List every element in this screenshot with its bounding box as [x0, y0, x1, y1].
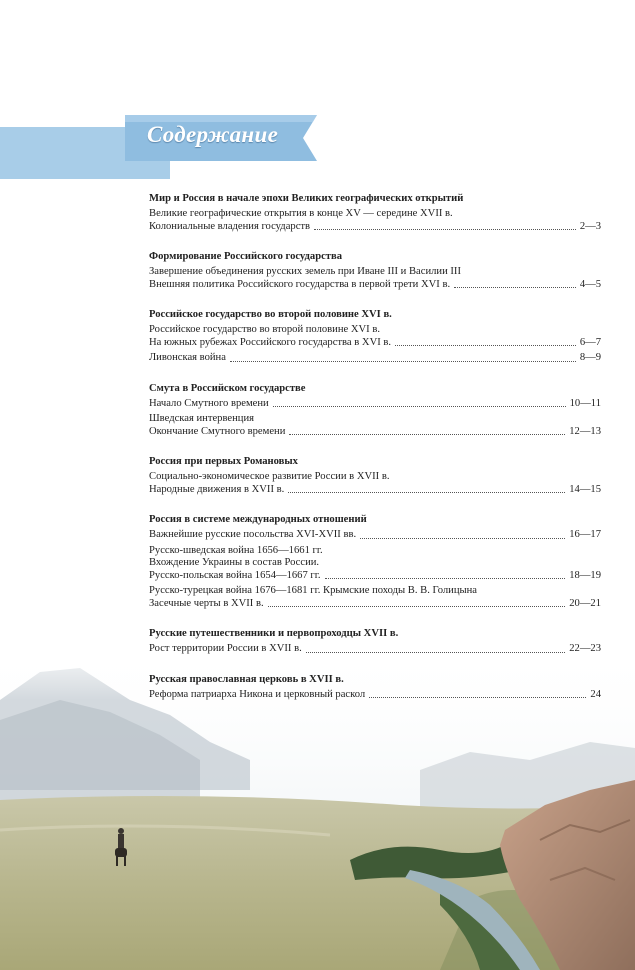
entry-label: Великие географические открытия в конце XV — середине XVII в.	[149, 208, 453, 219]
dot-leader	[395, 345, 576, 346]
page-numbers: 18—19	[569, 569, 601, 581]
header-banner	[121, 113, 321, 163]
entry-label: Колониальные владения государств	[149, 220, 311, 232]
toc-entry	[149, 643, 601, 656]
entry-label: Засечные черты в XVII в.	[149, 597, 264, 609]
toc-entry	[149, 426, 601, 439]
toc-section	[149, 513, 601, 610]
toc-section	[149, 250, 601, 291]
dot-leader	[288, 492, 565, 493]
dot-leader	[325, 578, 566, 579]
toc-section	[149, 192, 601, 233]
toc-entry	[149, 221, 601, 234]
entry-label: Народные движения в XVII в.	[149, 483, 285, 495]
page-numbers: 16—17	[569, 529, 601, 540]
page-numbers: 4—5	[579, 278, 601, 290]
section-title: Смута в Российском государстве	[149, 382, 306, 394]
dot-leader	[273, 406, 566, 407]
entry-label: Российское государство во второй половине XVI в.	[149, 324, 380, 335]
toc-entry	[149, 484, 601, 497]
entry-label: Рост территории России в XVII в.	[149, 643, 302, 654]
toc-entry	[149, 208, 601, 221]
dot-leader	[306, 652, 565, 653]
toc-entry	[149, 337, 601, 350]
entry-label: Русско-польская война 1654—1667 гг.	[149, 569, 321, 581]
page-numbers: 22—23	[569, 643, 601, 654]
entry-label: Реформа патриарха Никона и церковный раскол	[149, 688, 366, 700]
toc-entry	[149, 266, 601, 279]
toc-entry	[149, 471, 601, 484]
toc-section	[149, 627, 601, 656]
section-title: Русские путешественники и первопроходцы XVII в.	[149, 628, 399, 639]
dot-leader	[230, 361, 576, 362]
page-numbers: 24	[590, 688, 601, 700]
section-title: Россия при первых Романовых	[149, 456, 298, 467]
entry-label: Начало Смутного времени	[149, 397, 269, 409]
toc-entry	[149, 689, 601, 702]
dot-leader	[369, 697, 586, 698]
entry-label: Окончание Смутного времени	[149, 425, 286, 437]
entry-label: Завершение объединения русских земель при Иване III и Василии III	[149, 266, 461, 277]
section-title: Русская православная церковь в XVII в.	[149, 673, 344, 685]
entry-label: Шведская интервенция	[149, 413, 254, 424]
toc-entry	[149, 585, 601, 598]
toc-entry	[149, 352, 601, 365]
page-numbers: 20—21	[569, 597, 601, 609]
entry-label: Русско-шведская война 1656—1661 гг.	[149, 544, 323, 556]
table-of-contents	[149, 192, 601, 718]
toc-entry	[149, 413, 601, 426]
entry-label: Русско-турецкая война 1676—1681 гг. Крымские походы В. В. Голицына	[149, 585, 478, 596]
page-numbers: 10—11	[569, 397, 601, 409]
page-title: Содержание	[147, 122, 279, 147]
dot-leader	[454, 287, 576, 288]
dot-leader	[268, 606, 566, 607]
toc-entry	[149, 545, 601, 558]
section-title: Россия в системе международных отношений	[149, 514, 367, 525]
entry-label: Ливонская война	[149, 352, 226, 363]
page-numbers: 6—7	[579, 336, 601, 348]
dot-leader	[360, 538, 565, 539]
page-numbers: 12—13	[569, 425, 601, 437]
dot-leader	[314, 229, 576, 230]
toc-section	[149, 673, 601, 702]
page-numbers: 2—3	[579, 220, 601, 232]
section-title: Российское государство во второй половине XVI в.	[149, 309, 392, 320]
entry-label: Вхождение Украины в состав России.	[149, 557, 320, 568]
toc-entry	[149, 279, 601, 292]
page-numbers: 14—15	[569, 483, 601, 495]
entry-label: Социально-экономическое развитие России в XVII в.	[149, 471, 390, 482]
entry-label: Важнейшие русские посольства XVI-XVII вв.	[149, 529, 357, 540]
page-numbers: 8—9	[579, 352, 601, 363]
toc-section	[149, 382, 601, 439]
toc-entry	[149, 529, 601, 542]
section-title: Мир и Россия в начале эпохи Великих географических открытий	[149, 193, 464, 204]
toc-section	[149, 455, 601, 496]
toc-entry	[149, 570, 601, 583]
toc-entry	[149, 398, 601, 411]
toc-entry	[149, 324, 601, 337]
toc-entry	[149, 557, 601, 570]
entry-label: На южных рубежах Российского государства в XVI в.	[149, 336, 392, 348]
dot-leader	[289, 434, 565, 435]
entry-label: Внешняя политика Российского государства в первой трети XVI в.	[149, 278, 451, 290]
section-title: Формирование Российского государства	[149, 251, 343, 262]
toc-section	[149, 308, 601, 365]
toc-entry	[149, 598, 601, 611]
